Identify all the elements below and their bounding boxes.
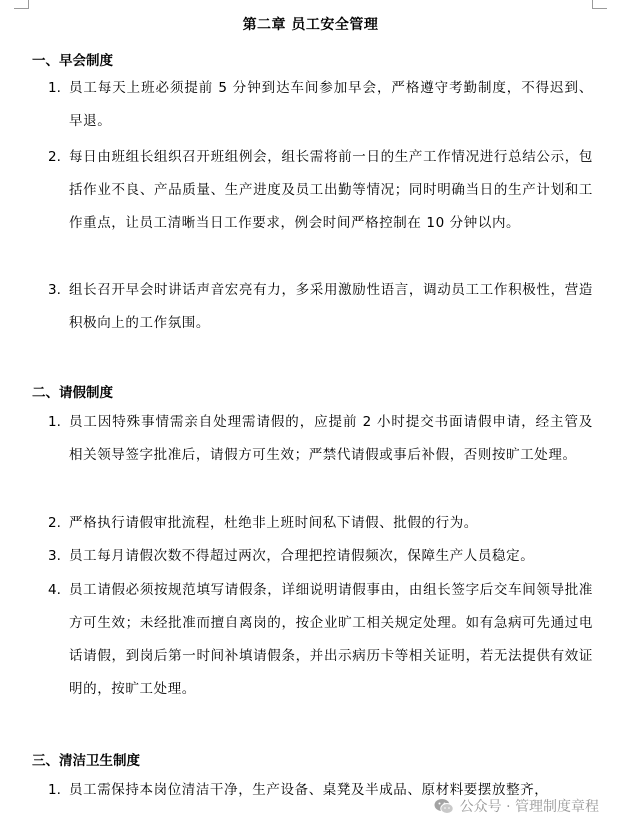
list-item [48,141,593,240]
list-item [48,274,593,340]
list-item-text: 严格执行请假审批流程，杜绝非上班时间私下请假、批假的行为。 [69,515,478,531]
page-corner-mark-right [592,0,607,9]
section-heading-leave: 二、请假制度 [32,385,113,401]
list-item-number: 1. [48,782,61,798]
section-heading-cleaning: 三、清洁卫生制度 [32,753,140,769]
list-item-text: 员工因特殊事情需亲自处理需请假的，应提前 2 小时提交书面请假申请，经主管及相关领导签字批准后，请假方可生效；严禁代请假或事后补假，否则按旷工处理。 [69,414,593,463]
list-item-number: 2. [48,149,61,165]
list-item-text: 员工每天上班必须提前 5 分钟到达车间参加早会，严格遵守考勤制度，不得迟到、早退。 [69,80,593,129]
list-item-text: 员工每月请假次数不得超过两次，合理把控请假频次，保障生产人员稳定。 [69,548,535,564]
list-item-number: 1. [48,414,61,430]
list-item-number: 1. [48,80,61,96]
list-item [48,507,593,540]
section-heading-morning-meeting: 一、早会制度 [32,53,113,69]
list-item-text: 每日由班组长组织召开班组例会，组长需将前一日的生产工作情况进行总结公示，包括作业不良、产品质量、生产进度及员工出勤等情况；同时明确当日的生产计划和工作重点，让员工清晰当日工作要求，例会时间严格控制在 10 分钟以内。 [69,149,593,231]
list-item-number: 3. [48,548,61,564]
watermark [434,796,599,816]
list-item-text: 组长召开早会时讲话声音宏亮有力，多采用激励性语言，调动员工工作积极性，营造积极向上的工作氛围。 [69,282,593,331]
list-item-text: 员工需保持本岗位清洁干净，生产设备、桌凳及半成品、原材料要摆放整齐， [69,782,549,798]
list-item [48,406,593,472]
page-title: 第二章 员工安全管理 [242,17,379,33]
list-item-text: 员工请假必须按规范填写请假条，详细说明请假事由，由组长签字后交车间领导批准方可生效；未经批准而擅自离岗的，按企业旷工相关规定处理。如有急病可先通过电话请假，到岗后第一时间补填请假条，并出示病历卡等相关证明，若无法提供有效证明的，按旷工处理。 [69,582,593,697]
watermark-text: 公众号 · 管理制度章程 [459,799,599,815]
list-item-number: 3. [48,282,61,298]
list-item-number: 2. [48,515,61,531]
list-item [48,72,593,138]
list-item [48,540,593,573]
page-corner-mark-left [14,0,29,9]
wechat-icon [434,798,454,815]
list-item-number: 4. [48,582,61,598]
list-item [48,574,593,706]
